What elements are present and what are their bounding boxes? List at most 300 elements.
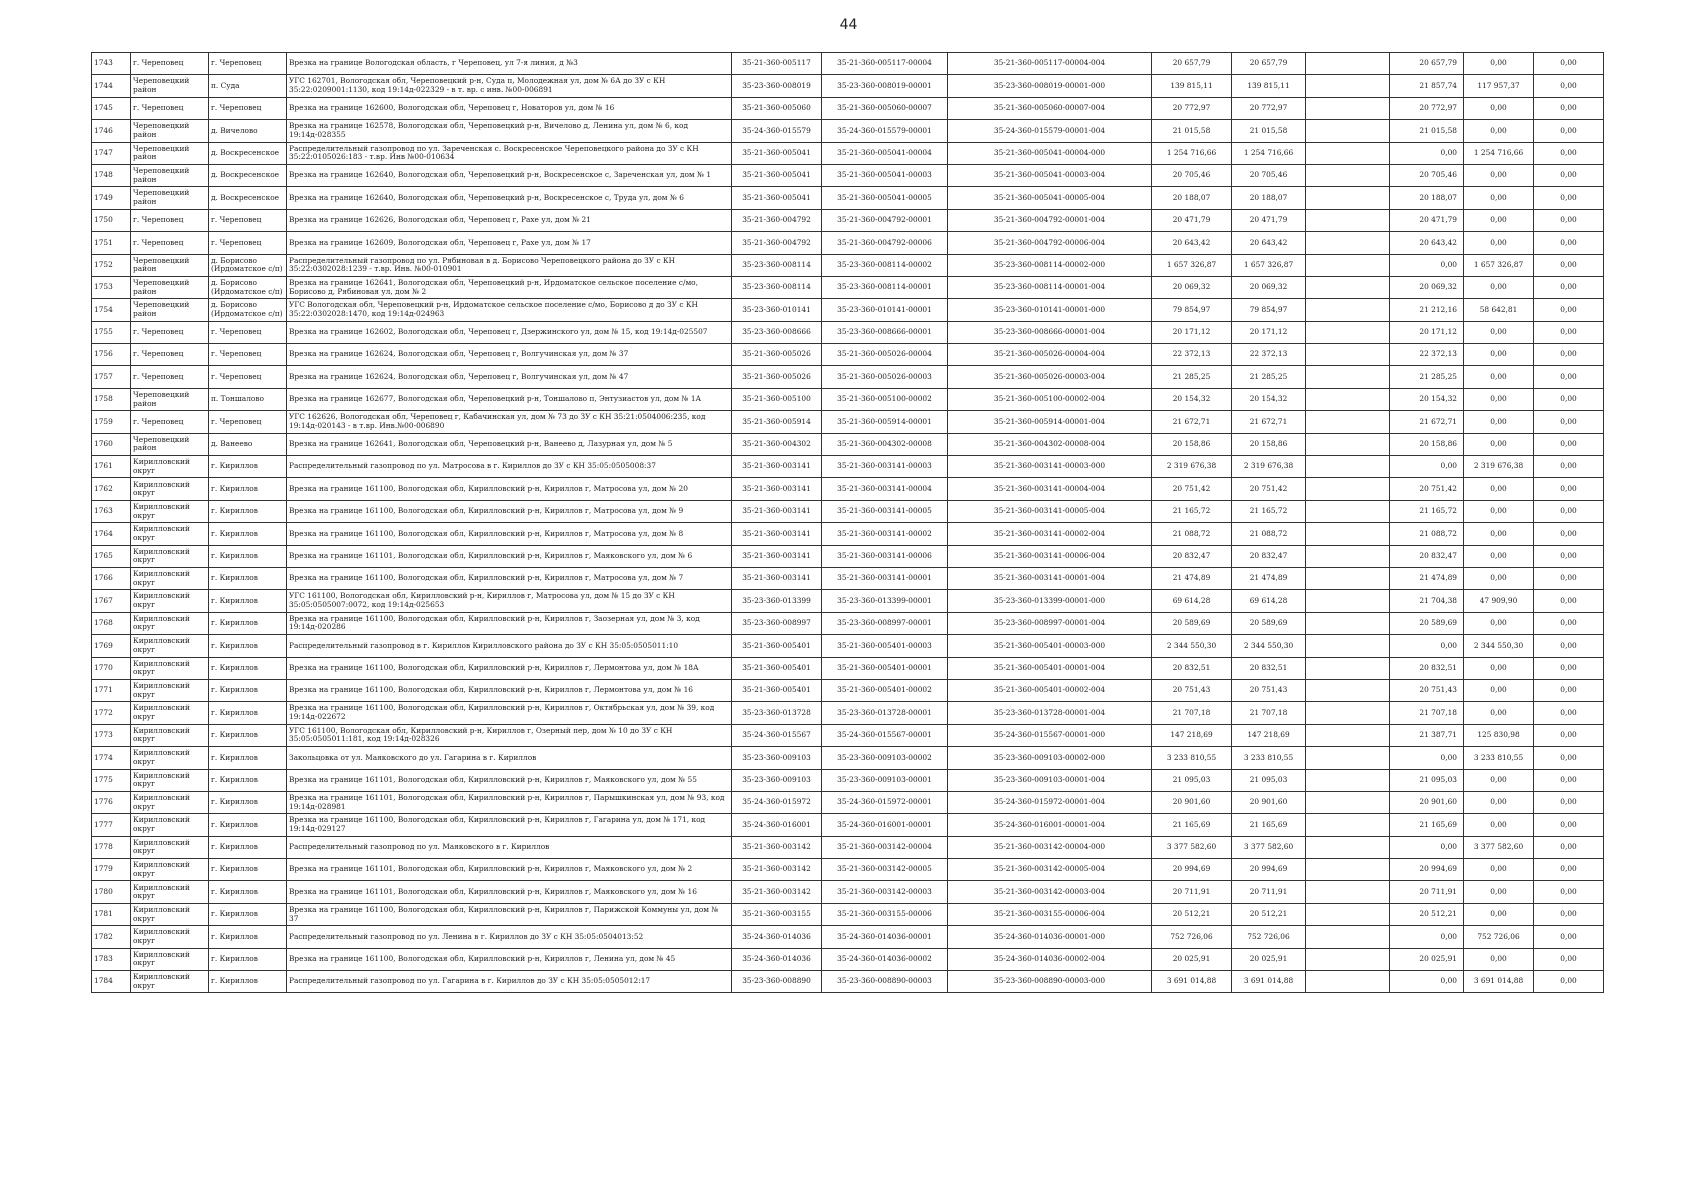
cell-object-description [287, 747, 732, 769]
cell-row-number [92, 926, 131, 948]
cell-object-code [822, 388, 948, 410]
cell-element-code [948, 366, 1152, 388]
cell-text: 0,00 [1490, 707, 1507, 717]
cell-text: 35-23-360-009103-00001 [837, 774, 932, 784]
cell-text: 1778 [94, 842, 113, 852]
cell-text: 35-21-360-005914 [742, 416, 811, 426]
table-row [92, 500, 1604, 522]
cell-blank [1306, 53, 1390, 75]
table-container [91, 52, 1604, 993]
cell-initial-cost [1152, 232, 1232, 254]
cell-text: 20 751,42 [1172, 483, 1211, 493]
cell-district [131, 187, 209, 209]
cell-amount-2 [1464, 500, 1534, 522]
cell-text: д. Вичелово [211, 126, 258, 135]
cell-amount-3 [1534, 814, 1604, 836]
cell-text: 20 512,21 [1249, 909, 1288, 919]
cell-text: 20 471,79 [1172, 215, 1211, 225]
cell-blank [1306, 567, 1390, 589]
cell-text: 0,00 [1490, 774, 1507, 784]
cell-text: 0,00 [1490, 170, 1507, 180]
cell-inventory-code [732, 411, 822, 433]
cell-text: 0,00 [1560, 573, 1577, 583]
cell-text: 35-21-360-005100 [742, 394, 811, 404]
cell-amount-3 [1534, 97, 1604, 119]
cell-text: 21 707,18 [1172, 707, 1211, 717]
cell-text: г. Кириллов [211, 462, 258, 471]
cell-object-code [822, 635, 948, 657]
cell-text: 20 832,47 [1249, 550, 1288, 560]
cell-element-code [948, 500, 1152, 522]
cell-element-code [948, 276, 1152, 298]
cell-text: г. Череповец [133, 59, 184, 68]
cell-amount-3 [1534, 545, 1604, 567]
cell-object-description [287, 75, 732, 97]
cell-settlement [209, 232, 287, 254]
cell-text: 35-24-360-014036 [742, 931, 811, 941]
cell-text: 21 707,18 [1419, 707, 1457, 717]
cell-amount-2 [1464, 523, 1534, 545]
cell-amount-3 [1534, 724, 1604, 746]
cell-amount-1 [1390, 679, 1464, 701]
cell-text: 35-21-360-003141-00002-004 [993, 528, 1106, 538]
cell-amount-1 [1390, 97, 1464, 119]
cell-blank [1306, 836, 1390, 858]
cell-text: 752 726,06 [1247, 931, 1290, 941]
cell-text: Кирилловский округ [133, 682, 190, 699]
cell-settlement [209, 321, 287, 343]
cell-settlement [209, 53, 287, 75]
cell-text: г. Череповец [133, 417, 184, 426]
cell-text: 1777 [94, 819, 113, 829]
cell-text: г. Череповец [133, 104, 184, 113]
cell-initial-cost [1152, 478, 1232, 500]
cell-inventory-code [732, 366, 822, 388]
cell-amount-3 [1534, 433, 1604, 455]
table-row [92, 948, 1604, 970]
cell-text: г. Кириллов [211, 955, 258, 964]
cell-text: 20 901,60 [1249, 797, 1288, 807]
cell-amount-2 [1464, 657, 1534, 679]
cell-initial-cost [1152, 299, 1232, 321]
cell-text: 1759 [94, 416, 113, 426]
table-row [92, 164, 1604, 186]
cell-text: 0,00 [1560, 662, 1577, 672]
cell-inventory-code [732, 388, 822, 410]
cell-text: 20 772,97 [1172, 103, 1211, 113]
cell-text: 0,00 [1560, 147, 1577, 157]
cell-residual-cost [1232, 478, 1306, 500]
cell-text: 20 705,46 [1249, 170, 1288, 180]
cell-text: 0,00 [1490, 506, 1507, 516]
cell-text: 35-23-360-008890-00003-000 [993, 976, 1106, 986]
cell-text: 35-23-360-008890-00003 [837, 976, 932, 986]
cell-district [131, 702, 209, 724]
cell-initial-cost [1152, 814, 1232, 836]
cell-text: 35-21-360-003141-00005-004 [993, 506, 1106, 516]
cell-object-description [287, 478, 732, 500]
cell-object-code [822, 411, 948, 433]
cell-text: г. Череповец [211, 417, 262, 426]
cell-object-description [287, 97, 732, 119]
cell-text: д. Борисово (Ирдоматское с/п) [211, 301, 283, 318]
cell-text: 35-21-360-004792-00006 [837, 237, 932, 247]
cell-text: 20 994,69 [1249, 864, 1288, 874]
cell-district [131, 53, 209, 75]
cell-settlement [209, 724, 287, 746]
table-row [92, 299, 1604, 321]
cell-text: 139 815,11 [1247, 80, 1290, 90]
cell-object-description [287, 635, 732, 657]
cell-text: 35-23-360-010141 [742, 304, 811, 314]
cell-object-code [822, 724, 948, 746]
cell-initial-cost [1152, 859, 1232, 881]
cell-amount-2 [1464, 75, 1534, 97]
cell-text: 35-23-360-013728-00001 [837, 707, 932, 717]
cell-text: 0,00 [1490, 282, 1507, 292]
cell-blank [1306, 523, 1390, 545]
cell-element-code [948, 836, 1152, 858]
cell-text: 20 772,97 [1419, 103, 1457, 113]
cell-amount-2 [1464, 859, 1534, 881]
cell-amount-3 [1534, 679, 1604, 701]
cell-settlement [209, 612, 287, 634]
cell-text: 0,00 [1490, 618, 1507, 628]
cell-text: Врезка на границе 162640, Вологодская обл, Череповецкий р-н, Воскресенское с, Труда ул, дом № 6 [289, 193, 684, 202]
cell-text: 3 233 810,55 [1473, 752, 1524, 762]
cell-text: Кирилловский округ [133, 928, 190, 945]
cell-amount-3 [1534, 456, 1604, 478]
cell-initial-cost [1152, 590, 1232, 612]
cell-object-code [822, 321, 948, 343]
cell-text: 20 657,79 [1172, 58, 1211, 68]
cell-text: 20 069,32 [1249, 282, 1288, 292]
cell-amount-3 [1534, 344, 1604, 366]
cell-element-code [948, 971, 1152, 993]
cell-text: 0,00 [1560, 259, 1577, 269]
cell-amount-3 [1534, 657, 1604, 679]
cell-text: 1763 [94, 506, 113, 516]
cell-district [131, 657, 209, 679]
cell-text: Кирилловский округ [133, 793, 190, 811]
cell-text: 0,00 [1440, 259, 1457, 269]
cell-amount-1 [1390, 433, 1464, 455]
cell-text: г. Кириллов [211, 731, 258, 740]
cell-text: г. Кириллов [211, 529, 258, 538]
cell-residual-cost [1232, 814, 1306, 836]
cell-text: Врезка на границе 161100, Вологодская обл, Кирилловский р-н, Кириллов г, Октябрьская ул, дом № 39, код 19:14д-022672 [289, 704, 715, 722]
cell-blank [1306, 75, 1390, 97]
cell-text: 79 854,97 [1172, 304, 1211, 314]
cell-amount-3 [1534, 53, 1604, 75]
cell-text: 0,00 [1560, 752, 1577, 762]
cell-text: г. Кириллов [211, 910, 258, 919]
cell-text: 20 589,69 [1249, 618, 1288, 628]
cell-district [131, 903, 209, 925]
table-row [92, 142, 1604, 164]
cell-amount-2 [1464, 971, 1534, 993]
cell-amount-1 [1390, 903, 1464, 925]
cell-text: 35-23-360-008890 [742, 976, 811, 986]
cell-row-number [92, 411, 131, 433]
cell-text: 0,00 [1490, 819, 1507, 829]
cell-text: 35-21-360-003142 [742, 842, 811, 852]
cell-initial-cost [1152, 545, 1232, 567]
cell-text: 35-21-360-003141 [742, 573, 811, 583]
cell-text: 0,00 [1560, 864, 1577, 874]
cell-text: 35-21-360-005914-00001-004 [993, 416, 1106, 426]
cell-row-number [92, 232, 131, 254]
cell-text: 20 901,60 [1172, 797, 1211, 807]
cell-amount-3 [1534, 232, 1604, 254]
cell-element-code [948, 97, 1152, 119]
cell-text: 35-23-360-008114-00002-000 [993, 259, 1106, 269]
cell-residual-cost [1232, 635, 1306, 657]
cell-text: г. Кириллов [211, 663, 258, 672]
cell-blank [1306, 769, 1390, 791]
cell-inventory-code [732, 500, 822, 522]
cell-text: 35-23-360-013399-00001-000 [993, 595, 1106, 605]
table-row [92, 612, 1604, 634]
cell-text: 3 233 810,55 [1243, 752, 1294, 762]
cell-element-code [948, 590, 1152, 612]
cell-object-description [287, 164, 732, 186]
cell-text: г. Кириллов [211, 507, 258, 516]
cell-amount-3 [1534, 926, 1604, 948]
cell-blank [1306, 814, 1390, 836]
cell-text: 1747 [94, 147, 113, 157]
cell-amount-2 [1464, 411, 1534, 433]
cell-text: 35-23-360-008997-00001-004 [993, 618, 1106, 628]
cell-text: д. Борисово (Ирдоматское с/п) [211, 256, 283, 274]
cell-row-number [92, 366, 131, 388]
cell-text: д. Воскресенское [211, 148, 280, 157]
cell-text: д. Воскресенское [211, 193, 280, 202]
cell-element-code [948, 814, 1152, 836]
table-row [92, 971, 1604, 993]
cell-residual-cost [1232, 545, 1306, 567]
cell-district [131, 478, 209, 500]
cell-text: 35-21-360-005401-00002-004 [993, 685, 1106, 695]
cell-inventory-code [732, 344, 822, 366]
cell-object-code [822, 254, 948, 276]
cell-settlement [209, 142, 287, 164]
cell-text: 35-24-360-015972-00001 [837, 797, 932, 807]
cell-district [131, 567, 209, 589]
cell-text: Кирилловский округ [133, 861, 190, 878]
cell-settlement [209, 388, 287, 410]
cell-object-code [822, 276, 948, 298]
cell-element-code [948, 612, 1152, 634]
cell-text: г. Череповец [133, 328, 184, 337]
cell-text: 35-23-360-008019-00001 [837, 80, 932, 90]
cell-text: 35-21-360-005041-00004-000 [993, 147, 1106, 157]
cell-text: 0,00 [1560, 125, 1577, 135]
cell-text: Врезка на границе 161101, Вологодская обл, Кирилловский р-н, Кириллов г, Маяковского ул, дом № 6 [289, 551, 693, 560]
table-row [92, 635, 1604, 657]
cell-text: 35-21-360-005041-00005-004 [993, 192, 1106, 202]
cell-object-code [822, 859, 948, 881]
cell-text: 35-24-360-015972 [742, 797, 811, 807]
cell-text: 752 726,06 [1170, 931, 1213, 941]
cell-inventory-code [732, 702, 822, 724]
cell-text: 35-24-360-015972-00001-004 [993, 797, 1106, 807]
cell-text: 1750 [94, 215, 113, 225]
cell-text: г. Череповец [211, 372, 262, 381]
cell-text: 35-21-360-005100-00002 [837, 394, 932, 404]
cell-text: 0,00 [1490, 58, 1507, 68]
cell-amount-2 [1464, 299, 1534, 321]
cell-blank [1306, 164, 1390, 186]
cell-text: 3 377 582,60 [1243, 842, 1294, 852]
cell-text: Кирилловский округ [133, 950, 190, 968]
table-row [92, 702, 1604, 724]
cell-object-code [822, 366, 948, 388]
cell-amount-1 [1390, 590, 1464, 612]
cell-text: 1758 [94, 394, 113, 404]
cell-initial-cost [1152, 209, 1232, 231]
cell-object-description [287, 903, 732, 925]
cell-text: 35-21-360-003142-00003-004 [993, 886, 1106, 896]
cell-text: 1754 [94, 304, 113, 314]
cell-object-description [287, 859, 732, 881]
cell-text: г. Кириллов [211, 596, 258, 605]
table-row [92, 903, 1604, 925]
cell-amount-1 [1390, 859, 1464, 881]
cell-text: 21 095,03 [1172, 774, 1211, 784]
cell-settlement [209, 366, 287, 388]
cell-inventory-code [732, 791, 822, 813]
table-body [92, 53, 1604, 993]
cell-residual-cost [1232, 411, 1306, 433]
cell-object-code [822, 456, 948, 478]
cell-district [131, 120, 209, 142]
cell-amount-1 [1390, 881, 1464, 903]
cell-text: Врезка на границе 161100, Вологодская обл, Кирилловский р-н, Кириллов г, Матросова ул, дом № 8 [289, 529, 684, 538]
cell-text: 21 212,16 [1419, 304, 1457, 314]
cell-amount-3 [1534, 164, 1604, 186]
cell-row-number [92, 276, 131, 298]
cell-text: 79 854,97 [1249, 304, 1288, 314]
cell-text: 21 165,72 [1249, 506, 1288, 516]
cell-initial-cost [1152, 164, 1232, 186]
cell-row-number [92, 187, 131, 209]
cell-residual-cost [1232, 971, 1306, 993]
cell-settlement [209, 971, 287, 993]
cell-amount-2 [1464, 321, 1534, 343]
cell-text: 20 171,12 [1419, 327, 1457, 337]
cell-text: 1765 [94, 550, 113, 560]
cell-blank [1306, 187, 1390, 209]
cell-district [131, 523, 209, 545]
cell-residual-cost [1232, 209, 1306, 231]
cell-text: 35-23-360-008997 [742, 618, 811, 628]
cell-object-code [822, 500, 948, 522]
cell-residual-cost [1232, 232, 1306, 254]
cell-text: 1775 [94, 774, 113, 784]
cell-text: г. Кириллов [211, 932, 258, 941]
cell-row-number [92, 209, 131, 231]
cell-text: 1770 [94, 662, 113, 672]
cell-text: Распределительный газопровод в г. Кириллов Кирилловского района до ЗУ с КН 35:05:0505011:10 [289, 641, 679, 650]
cell-district [131, 456, 209, 478]
cell-text: 35-21-360-003155 [742, 909, 811, 919]
cell-initial-cost [1152, 433, 1232, 455]
cell-text: 3 377 582,60 [1166, 842, 1217, 852]
cell-text: Врезка на границе Вологодская область, г Череповец, ул 7-я линия, д №3 [289, 59, 578, 68]
cell-text: 1771 [94, 685, 113, 695]
cell-text: Кирилловский округ [133, 637, 190, 654]
cell-amount-2 [1464, 836, 1534, 858]
cell-text: 35-21-360-005401-00003 [837, 640, 932, 650]
cell-text: 22 372,13 [1172, 349, 1211, 359]
cell-text: 1756 [94, 349, 113, 359]
cell-text: 35-23-360-008666 [742, 327, 811, 337]
cell-text: Врезка на границе 161100, Вологодская обл, Кирилловский р-н, Кириллов г, Лермонтова ул, дом № 16 [289, 686, 694, 695]
cell-district [131, 97, 209, 119]
cell-object-description [287, 657, 732, 679]
cell-text: 35-24-360-014036-00002 [837, 954, 932, 964]
cell-text: 2 344 550,30 [1166, 640, 1217, 650]
cell-text: 21 285,25 [1249, 371, 1288, 381]
cell-settlement [209, 791, 287, 813]
cell-text: 35-21-360-004792-00006-004 [993, 237, 1106, 247]
cell-text: 35-21-360-005401-00003-000 [993, 640, 1106, 650]
cell-amount-3 [1534, 478, 1604, 500]
cell-inventory-code [732, 657, 822, 679]
cell-initial-cost [1152, 276, 1232, 298]
cell-text: 0,00 [1490, 416, 1507, 426]
cell-text: 1776 [94, 797, 113, 807]
cell-residual-cost [1232, 702, 1306, 724]
cell-text: Распределительный газопровод по ул. Маяковского в г. Кириллов [289, 843, 550, 852]
table-row [92, 545, 1604, 567]
cell-amount-3 [1534, 791, 1604, 813]
cell-element-code [948, 53, 1152, 75]
cell-object-code [822, 209, 948, 231]
table-row [92, 209, 1604, 231]
cell-text: 0,00 [1560, 685, 1577, 695]
cell-text: Череповецкий район [133, 435, 190, 453]
cell-text: Врезка на границе 161100, Вологодская обл, Кирилловский р-н, Кириллов г, Гагарина ул, дом № 171, код 19:14д-029127 [289, 816, 706, 833]
cell-text: 21 015,58 [1419, 125, 1457, 135]
cell-amount-2 [1464, 545, 1534, 567]
cell-amount-3 [1534, 948, 1604, 970]
cell-text: 20 158,86 [1419, 439, 1457, 449]
cell-blank [1306, 635, 1390, 657]
cell-inventory-code [732, 209, 822, 231]
cell-text: 0,00 [1490, 215, 1507, 225]
cell-blank [1306, 590, 1390, 612]
cell-amount-2 [1464, 590, 1534, 612]
cell-text: 35-21-360-003142-00005-004 [993, 864, 1106, 874]
cell-text: 20 154,32 [1172, 394, 1211, 404]
cell-amount-1 [1390, 456, 1464, 478]
cell-residual-cost [1232, 321, 1306, 343]
cell-initial-cost [1152, 926, 1232, 948]
cell-text: 20 643,42 [1419, 237, 1457, 247]
cell-row-number [92, 679, 131, 701]
cell-blank [1306, 657, 1390, 679]
cell-text: п. Тоншалово [211, 395, 264, 404]
cell-text: г. Кириллов [211, 686, 258, 695]
cell-text: 35-21-360-003141-00001 [837, 573, 932, 583]
cell-text: 0,00 [1560, 237, 1577, 247]
cell-text: 35-24-360-015579-00001-004 [993, 125, 1106, 135]
cell-text: 20 158,86 [1249, 439, 1288, 449]
cell-row-number [92, 791, 131, 813]
cell-object-description [287, 500, 732, 522]
